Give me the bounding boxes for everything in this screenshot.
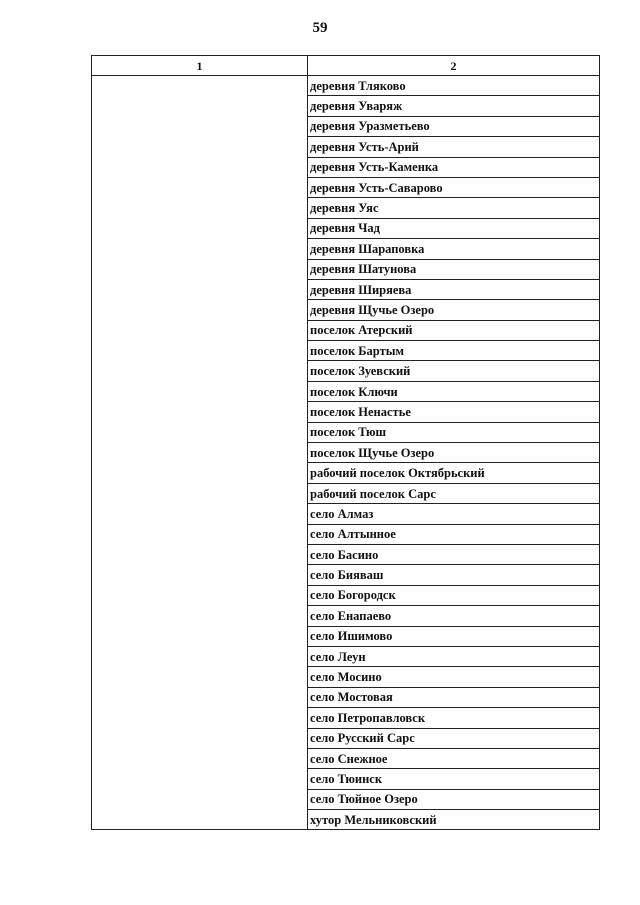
settlement-name-cell: село Бияваш: [308, 565, 600, 585]
settlement-name-cell: село Мосино: [308, 667, 600, 687]
table-header-row: [92, 56, 600, 76]
settlement-name-cell: село Басино: [308, 544, 600, 564]
settlement-name-cell: село Алмаз: [308, 504, 600, 524]
table-row: [92, 76, 600, 96]
settlement-name-cell: деревня Тляково: [308, 76, 600, 96]
settlement-name-cell: хутор Мельниковский: [308, 810, 600, 830]
settlement-name-cell: поселок Ненастье: [308, 402, 600, 422]
settlement-name-cell: село Богородск: [308, 585, 600, 605]
settlement-name-cell: село Леун: [308, 646, 600, 666]
settlement-name-cell: поселок Щучье Озеро: [308, 443, 600, 463]
settlement-name-cell: рабочий поселок Октябрьский: [308, 463, 600, 483]
settlement-name-cell: поселок Ключи: [308, 381, 600, 401]
settlement-name-cell: деревня Усть-Арий: [308, 137, 600, 157]
settlement-name-cell: деревня Уразметьево: [308, 116, 600, 136]
settlement-name-cell: рабочий поселок Сарс: [308, 483, 600, 503]
settlement-name-cell: деревня Усть-Каменка: [308, 157, 600, 177]
settlement-name-cell: село Мостовая: [308, 687, 600, 707]
column-header-1: 1: [92, 56, 308, 76]
column-header-2: 2: [308, 56, 600, 76]
settlement-name-cell: село Петропавловск: [308, 708, 600, 728]
settlement-name-cell: село Тюйное Озеро: [308, 789, 600, 809]
table-body: [92, 76, 600, 830]
settlement-name-cell: село Снежное: [308, 748, 600, 768]
settlement-name-cell: село Русский Сарс: [308, 728, 600, 748]
column-1-cell: [92, 76, 308, 830]
settlement-name-cell: деревня Уваряж: [308, 96, 600, 116]
settlement-name-cell: деревня Уяс: [308, 198, 600, 218]
settlement-name-cell: село Тюинск: [308, 769, 600, 789]
settlement-name-cell: деревня Ширяева: [308, 279, 600, 299]
settlement-name-cell: деревня Шараповка: [308, 239, 600, 259]
settlements-table: [91, 55, 600, 830]
settlement-name-cell: поселок Тюш: [308, 422, 600, 442]
settlement-name-cell: деревня Усть-Саварово: [308, 177, 600, 197]
settlement-name-cell: село Алтынное: [308, 524, 600, 544]
settlement-name-cell: поселок Атерский: [308, 320, 600, 340]
settlement-name-cell: поселок Зуевский: [308, 361, 600, 381]
settlement-name-cell: деревня Чад: [308, 218, 600, 238]
page-number: 59: [312, 20, 328, 36]
settlement-name-cell: поселок Бартым: [308, 341, 600, 361]
settlement-name-cell: деревня Шатунова: [308, 259, 600, 279]
settlement-name-cell: село Ишимово: [308, 626, 600, 646]
settlement-name-cell: деревня Щучье Озеро: [308, 300, 600, 320]
settlement-name-cell: село Енапаево: [308, 606, 600, 626]
